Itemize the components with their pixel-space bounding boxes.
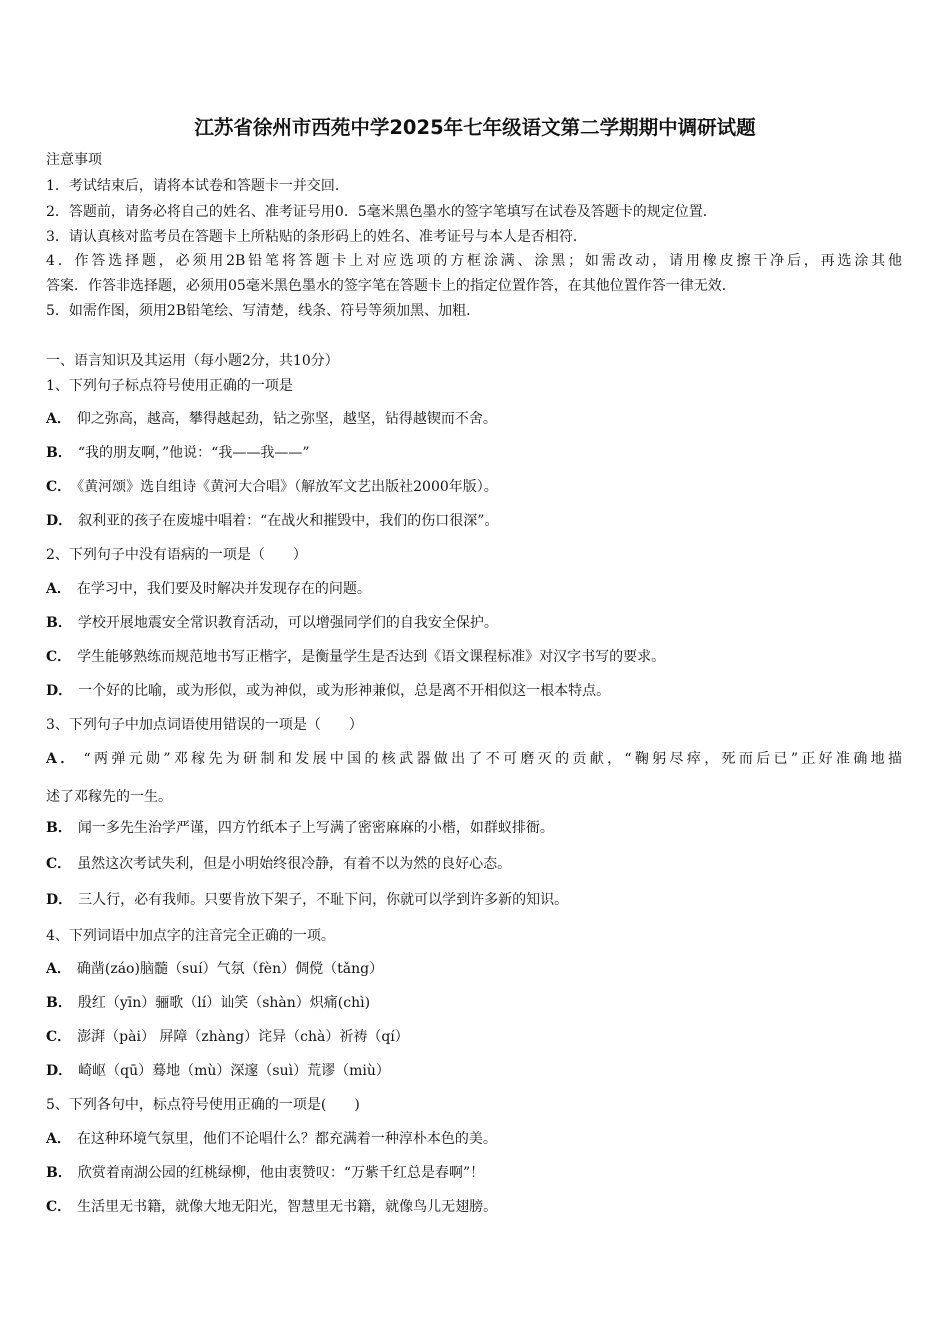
option-text: 殷红（yīn）骊歌（lí）讪笑（shàn）炽痛(chì) [77,995,371,1011]
option-b [46,993,370,1013]
question-stem: 1、下列句子标点符号使用正确的一项是 [46,378,293,394]
option-letter: A． [46,411,71,427]
option-text: 三人行，必有我师。只要肯放下架子，不耻下问，你就可以学到许多新的知识。 [78,892,569,908]
option-d [46,1061,390,1081]
option-text: 学生能够熟练而规范地书写正楷字，是衡量学生是否达到《语文课程标准》对汉字书写的要求。 [77,649,666,665]
option-text: 一个好的比喻，或为形似，或为神似，或为形神兼似，总是离不开相似这一根本特点。 [78,683,611,699]
option-c [46,647,665,667]
option-text: 仰之弥高，越高，攀得越起劲，钻之弥坚，越坚，钻得越锲而不舍。 [76,411,497,427]
option-letter: D． [46,1063,73,1079]
notice-item: 3．请认真核对监考员在答题卡上所粘贴的条形码上的姓名、准考证号与本人是否相符． [46,229,587,245]
notice-item: 5．如需作图，须用2B铅笔绘、写清楚，线条、符号等须加黑、加粗． [46,303,481,319]
option-b [46,613,498,633]
option-text: “两弹元勋”邓稼先为研制和发展中国的核武器做出了不可磨灭的贡献，“鞠躬尽瘁，死而后已”正好准确地描 [83,751,902,767]
option-a [46,959,383,979]
option-a [46,1129,497,1149]
option-b [46,1163,484,1183]
option-text: 学校开展地震安全常识教育活动，可以增强同学们的自我安全保护。 [77,615,498,631]
option-letter: D． [46,683,73,699]
option-text: 澎湃（pài） 屏障（zhàng）诧异（chà）祈祷（qí） [77,1029,409,1045]
option-letter: B． [46,995,72,1011]
option-text: 生活里无书籍，就像大地无阳光，智慧里无书籍，就像鸟儿无翅膀。 [77,1199,498,1215]
option-letter: C． [46,479,72,495]
option-c [46,1027,409,1047]
option-text: “我的朋友啊，”他说：“我——我——” [77,445,310,461]
option-text: 闻一多先生治学严谨，四方竹纸本子上写满了密密麻麻的小楷，如群蚁排衙。 [77,820,554,836]
option-text: 崎岖（qū）蓦地（mù）深邃（suì）荒谬（miù） [78,1063,390,1079]
option-letter: A． [46,1131,71,1147]
option-c [46,477,498,497]
option-letter: D． [46,892,73,908]
section-heading: 一、语言知识及其运用（每小题2分，共10分） [46,353,339,369]
question-stem: 3、下列句子中加点词语使用错误的一项是（ ） [46,717,363,733]
question-stem: 5、下列各句中，标点符号使用正确的一项是( ) [46,1097,360,1113]
option-text: 叙利亚的孩子在废墟中唱着：“在战火和摧毁中，我们的伤口很深”。 [78,513,499,529]
option-d [46,511,498,531]
option-a [46,749,902,769]
option-d [46,681,610,701]
option-letter: A． [46,751,78,767]
option-letter: A． [46,961,71,977]
option-letter: C． [46,649,72,665]
option-letter: B． [46,820,72,836]
option-letter: B． [46,445,72,461]
question-stem: 2、下列句子中没有语病的一项是（ ） [46,547,307,563]
option-letter: B． [46,1165,72,1181]
option-d [46,890,568,910]
notice-heading: 注意事项 [46,152,102,168]
option-text: 在这种环境气氛里，他们不论唱什么？都充满着一种淳朴本色的美。 [76,1131,497,1147]
option-letter: D． [46,513,73,529]
notice-item: 2．答题前，请务必将自己的姓名、准考证号用0．5毫米黑色墨水的签字笔填写在试卷及答题卡的规定位置． [46,204,717,220]
notice-item: 答案．作答非选择题，必须用05毫米黑色墨水的签字笔在答题卡上的指定位置作答，在其他位置作答一律无效． [46,278,736,294]
option-text: 在学习中，我们要及时解决并发现存在的问题。 [76,581,371,597]
option-text: 确凿(záo)脑髓（suí）气氛（fèn）倜傥（tǎng） [76,961,384,977]
option-letter: C． [46,1029,72,1045]
option-a [46,579,371,599]
option-text: 《黄河颂》选自组诗《黄河大合唱》（解放军文艺出版社2000年版）。 [77,479,498,495]
option-text: 欣赏着南湖公园的红桃绿柳，他由衷赞叹：“万紫千红总是春啊”！ [77,1165,485,1181]
option-b [46,818,554,838]
option-b [46,443,309,463]
notice-item: 4．作答选择题，必须用2B铅笔将答题卡上对应选项的方框涂满、涂黑；如需改动，请用橡皮擦干净后，再选涂其他 [46,253,902,269]
option-c [46,854,511,874]
option-letter: A． [46,581,71,597]
option-letter: C． [46,856,72,872]
page-title: 江苏省徐州市西苑中学2025年七年级语文第二学期期中调研试题 [194,116,756,139]
option-letter: B． [46,615,72,631]
option-a [46,409,497,429]
question-stem: 4、下列词语中加点字的注音完全正确的一项。 [46,928,335,944]
option-text: 虽然这次考试失利，但是小明始终很冷静，有着不以为然的良好心态。 [77,856,512,872]
option-letter: C． [46,1199,72,1215]
option-c [46,1197,497,1217]
option-a-continued: 述了邓稼先的一生。 [46,789,172,805]
notice-item: 1．考试结束后，请将本试卷和答题卡一并交回． [46,178,349,194]
